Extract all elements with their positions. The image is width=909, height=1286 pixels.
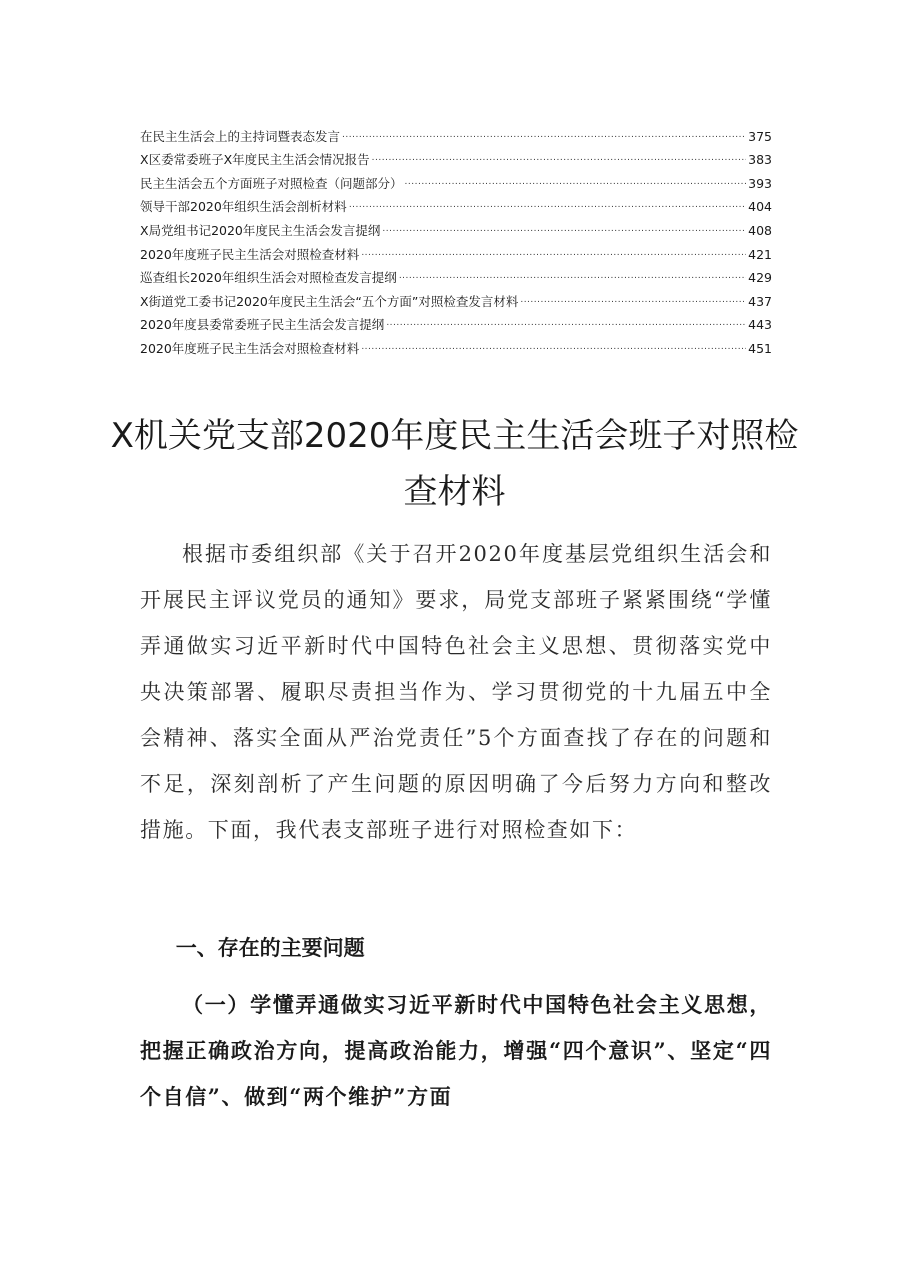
- toc-entry-page: 443: [748, 317, 772, 333]
- toc-entry[interactable]: [140, 310, 772, 334]
- toc-entry-page: 375: [748, 128, 772, 144]
- toc-entry-title: X街道党工委书记2020年度民主生活会“五个方面”对照检查发言材料: [140, 293, 519, 309]
- toc-entry-page: 437: [748, 293, 772, 309]
- toc-entry[interactable]: [140, 333, 772, 357]
- toc-entry-page: 383: [748, 152, 772, 168]
- toc-entry-page: 421: [748, 246, 772, 262]
- toc-entry-title: X区委常委班子X年度民主生活会情况报告: [140, 152, 370, 168]
- toc-entry[interactable]: [140, 192, 772, 216]
- toc-entry-title: X局党组书记2020年度民主生活会发言提纲: [140, 222, 381, 238]
- section-heading: 一、存在的主要问题: [175, 936, 365, 960]
- toc-entry-page: 451: [748, 340, 772, 356]
- table-of-contents: [140, 121, 772, 357]
- document-title: X机关党支部2020年度民主生活会班子对照检查材料: [110, 416, 799, 512]
- toc-dot-leader: [520, 292, 746, 308]
- toc-dot-leader: [342, 127, 746, 143]
- toc-entry-title: 在民主生活会上的主持词暨表态发言: [140, 128, 341, 144]
- toc-entry-title: 2020年度班子民主生活会对照检查材料: [140, 340, 360, 356]
- toc-entry-title: 民主生活会五个方面班子对照检查（问题部分）: [140, 175, 403, 191]
- toc-dot-leader: [361, 245, 746, 261]
- toc-entry[interactable]: [140, 215, 772, 239]
- toc-dot-leader: [382, 221, 746, 237]
- toc-dot-leader: [349, 197, 746, 213]
- subsection-heading: （一）学懂弄通做实习近平新时代中国特色社会主义思想，把握正确政治方向，提高政治能力，增强“四个意识”、坚定“四个自信”、做到“两个维护”方面: [140, 992, 772, 1109]
- toc-entry-title: 2020年度县委常委班子民主生活会发言提纲: [140, 317, 385, 333]
- toc-entry-page: 393: [748, 175, 772, 191]
- toc-entry[interactable]: [140, 168, 772, 192]
- toc-entry[interactable]: [140, 263, 772, 287]
- toc-dot-leader: [361, 339, 746, 355]
- toc-entry[interactable]: [140, 286, 772, 310]
- toc-entry[interactable]: [140, 239, 772, 263]
- toc-entry[interactable]: [140, 145, 772, 169]
- toc-entry-page: 404: [748, 199, 772, 215]
- toc-entry-page: 429: [748, 270, 772, 286]
- toc-entry[interactable]: [140, 121, 772, 145]
- toc-dot-leader: [386, 315, 746, 331]
- toc-dot-leader: [399, 268, 746, 284]
- toc-dot-leader: [372, 150, 747, 166]
- toc-dot-leader: [405, 174, 747, 190]
- toc-entry-page: 408: [748, 222, 772, 238]
- toc-entry-title: 巡查组长2020年组织生活会对照检查发言提纲: [140, 270, 397, 286]
- toc-entry-title: 2020年度班子民主生活会对照检查材料: [140, 246, 360, 262]
- toc-entry-title: 领导干部2020年组织生活会剖析材料: [140, 199, 347, 215]
- intro-paragraph: 根据市委组织部《关于召开2020年度基层党组织生活会和开展民主评议党员的通知》要求，局党支部班子紧紧围绕“学懂弄通做实习近平新时代中国特色社会主义思想、贯彻落实党中央决策部署、履职尽责担当作为、学习贯彻党的十九届五中全会精神、落实全面从严治党责任”5个方面查找了存在的问题和不足，深刻剖析了产生问题的原因明确了今后努力方向和整改措施。下面，我代表支部班子进行对照检查如下：: [140, 542, 772, 842]
